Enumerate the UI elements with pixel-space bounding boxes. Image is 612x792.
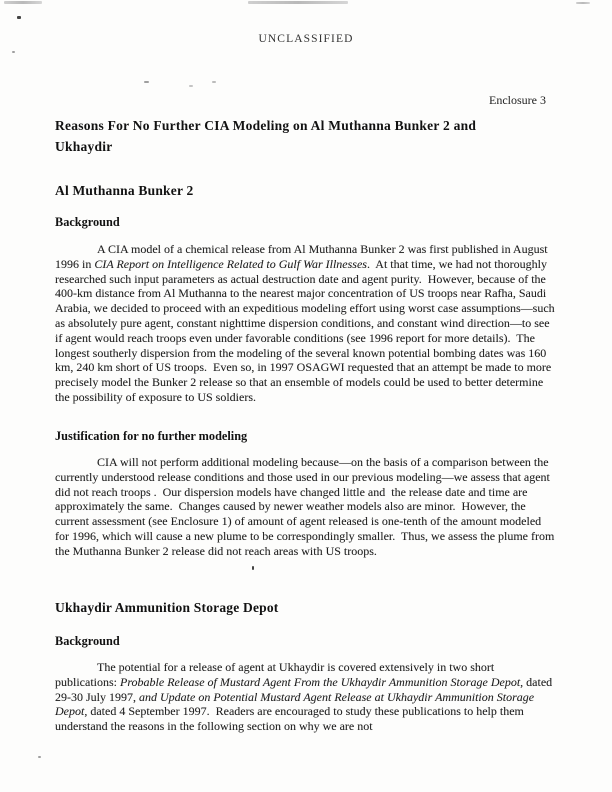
text-run: CIA Report on Intelligence Related to Gulf War Illnesses (94, 256, 367, 271)
text-run: . At that time, we had not thoroughly researched such input parameters as actual destruction date and agent purity. However, because of the 400-km distance from Al Muthanna to the nearest major concentration of US troops near Rafha, Saudi Arabia, we decided to proceed with an expeditious modeling effort using worst case assumptions—such as absolutely pure agent, constant nighttime dispersion conditions, and constant wind direction—to see if agent would reach troops even under favorable conditions (see 1996 report for more details). The longest southerly dispersion from the modeling of the several known potential bombing dates was 160 km, 240 km short of US troops. Even so, in 1997 OSAGWI requested that an attempt be made to more precisely model the Bunker 2 release so that an ensemble of models could be used to better determine the possibility of exposure to US soldiers. (55, 256, 558, 404)
section-heading-ukhaydir: Ukhaydir Ammunition Storage Depot (55, 600, 279, 615)
paragraph-justification (55, 455, 557, 559)
text-run: , dated 29-30 July 1997, (55, 674, 556, 704)
text-run: Probable Release of Mustard Agent From the Ukhaydir Ammunition Storage Depot (120, 674, 521, 689)
paragraph-al-muthanna-background (55, 242, 557, 405)
scan-artifact (12, 51, 15, 53)
scan-artifact (212, 81, 216, 83)
subsection-heading-background-2: Background (55, 634, 120, 648)
text-run: The potential for a release of agent at Ukhaydir is covered extensively in two short publications: (55, 660, 498, 689)
text-run: , dated 4 September 1997. Readers are encouraged to study these publications to help them understand the reasons in the following section on why we are not (55, 704, 527, 734)
text-run: A CIA model of a chemical release from Al Muthanna Bunker 2 was first published in August 1996 in (55, 242, 551, 271)
scan-artifact (248, 1, 348, 4)
paragraph-ukhaydir-background (55, 660, 557, 734)
scan-artifact (4, 1, 42, 4)
classification-header: UNCLASSIFIED (258, 33, 354, 45)
text-run: and Update on Potential Mustard Agent Release at Ukhaydir Ammunition Storage Depot (55, 689, 538, 719)
scan-artifact (252, 566, 254, 570)
subsection-heading-background-1: Background (55, 215, 120, 229)
enclosure-label: Enclosure 3 (489, 93, 546, 107)
scan-artifact (17, 16, 21, 19)
scan-artifact (38, 756, 41, 758)
subsection-heading-justification: Justification for no further modeling (55, 429, 248, 443)
text-run: CIA will not perform additional modeling because—on the basis of a comparison between the currently understood release conditions and those used in our previous modeling—we assess that agent did not reach troops . Our dispersion models have changed little and the release date and time are approximately the same. Changes caused by newer weather models also are minor. However, the current assessment (see Enclosure 1) of amount of agent released is one-tenth of the amount modeled for 1996, which will cause a new plume to be correspondingly smaller. Thus, we assess the plume from the Muthanna Bunker 2 release did not reach areas with US troops. (55, 455, 558, 558)
section-heading-al-muthanna-bunker-2: Al Muthanna Bunker 2 (55, 183, 194, 198)
scan-artifact (144, 81, 149, 83)
scan-artifact (189, 85, 193, 87)
scan-artifact (576, 2, 590, 4)
document-title: Reasons For No Further CIA Modeling on Al Muthanna Bunker 2 and Ukhaydir (55, 118, 477, 154)
